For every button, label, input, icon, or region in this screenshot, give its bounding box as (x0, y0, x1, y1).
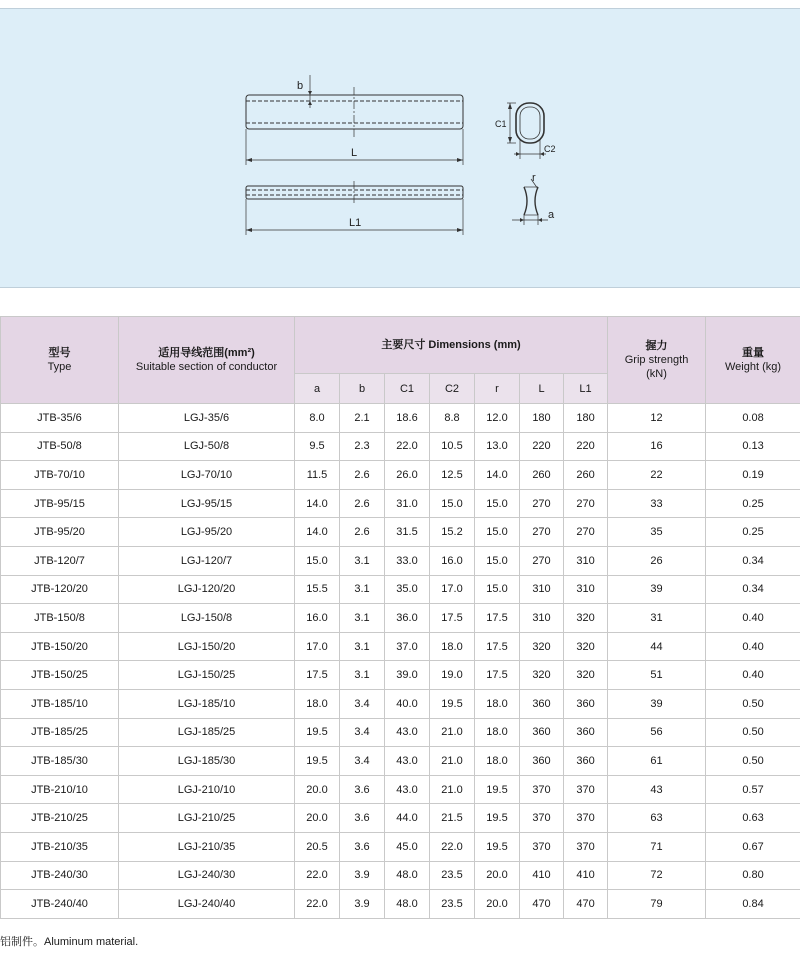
table-cell: 15.0 (475, 489, 520, 518)
subheader-l1: L1 (564, 374, 608, 404)
header-grip-en: Grip strength (624, 354, 689, 366)
table-cell: 22 (608, 461, 706, 490)
table-cell: 40.0 (385, 689, 430, 718)
table-cell: JTB-50/8 (1, 432, 119, 461)
table-cell: 12 (608, 404, 706, 433)
table-cell: 360 (520, 718, 564, 747)
table-row (1, 404, 800, 433)
table-cell: LGJ-50/8 (119, 432, 295, 461)
table-cell: 22.0 (385, 432, 430, 461)
table-cell: 19.0 (430, 661, 475, 690)
table-cell: 370 (520, 832, 564, 861)
table-cell: 0.19 (706, 461, 800, 490)
table-row (1, 689, 800, 718)
table-row (1, 461, 800, 490)
end-profile-left (524, 187, 527, 215)
table-cell: 20.5 (295, 832, 340, 861)
table-cell: 21.5 (430, 804, 475, 833)
table-cell: 3.1 (340, 661, 385, 690)
table-cell: 19.5 (295, 718, 340, 747)
table-cell: 18.0 (475, 689, 520, 718)
table-cell: LGJ-120/7 (119, 546, 295, 575)
table-cell: 0.13 (706, 432, 800, 461)
header-type (1, 317, 119, 404)
table-cell: 33 (608, 489, 706, 518)
table-cell: LGJ-150/8 (119, 604, 295, 633)
table-cell: 44.0 (385, 804, 430, 833)
table-cell: 370 (520, 775, 564, 804)
table-cell: LGJ-185/10 (119, 689, 295, 718)
table-cell: 360 (564, 689, 608, 718)
table-cell: 320 (564, 661, 608, 690)
table-cell: 20.0 (475, 861, 520, 890)
header-type-en: Type (47, 361, 72, 373)
table-row (1, 575, 800, 604)
table-cell: JTB-185/25 (1, 718, 119, 747)
subheader-b: b (340, 374, 385, 404)
table-cell: 0.50 (706, 718, 800, 747)
table-cell: 2.6 (340, 518, 385, 547)
table-cell: 2.1 (340, 404, 385, 433)
table-cell: 2.6 (340, 461, 385, 490)
table-cell: 19.5 (475, 832, 520, 861)
table-cell: 31 (608, 604, 706, 633)
table-cell: 23.5 (430, 890, 475, 919)
tube-side-view (246, 186, 463, 199)
table-cell: 0.40 (706, 604, 800, 633)
table-cell: 370 (564, 832, 608, 861)
table-cell: 21.0 (430, 747, 475, 776)
table-cell: 16.0 (430, 546, 475, 575)
table-cell: 370 (564, 804, 608, 833)
table-cell: 26 (608, 546, 706, 575)
table-cell: 35.0 (385, 575, 430, 604)
table-cell: LGJ-70/10 (119, 461, 295, 490)
subheader-c2: C2 (430, 374, 475, 404)
table-cell: 21.0 (430, 775, 475, 804)
table-cell: LGJ-185/25 (119, 718, 295, 747)
table-cell: 310 (564, 575, 608, 604)
table-cell: 260 (520, 461, 564, 490)
table-cell: 14.0 (295, 518, 340, 547)
table-cell: 360 (564, 718, 608, 747)
header-section-en: Suitable section of conductor (135, 361, 278, 373)
header-weight (706, 317, 800, 404)
table-cell: 0.63 (706, 804, 800, 833)
table-row (1, 518, 800, 547)
table-cell: 43.0 (385, 718, 430, 747)
table-cell: LGJ-95/20 (119, 518, 295, 547)
table-cell: 0.34 (706, 546, 800, 575)
table-cell: 320 (564, 604, 608, 633)
header-grip-zh: 握力 (645, 340, 668, 352)
header-type-zh: 型号 (48, 347, 71, 359)
table-cell: 39 (608, 689, 706, 718)
table-cell: 17.0 (430, 575, 475, 604)
table-cell: JTB-95/15 (1, 489, 119, 518)
table-cell: 33.0 (385, 546, 430, 575)
table-cell: 10.5 (430, 432, 475, 461)
table-cell: LGJ-240/40 (119, 890, 295, 919)
table-cell: 15.0 (475, 575, 520, 604)
table-cell: JTB-210/10 (1, 775, 119, 804)
table-cell: 72 (608, 861, 706, 890)
table-cell: 3.4 (340, 718, 385, 747)
table-cell: LGJ-210/10 (119, 775, 295, 804)
table-cell: 310 (564, 546, 608, 575)
table-cell: 17.5 (475, 632, 520, 661)
table-cell: 22.0 (430, 832, 475, 861)
table-cell: 0.25 (706, 518, 800, 547)
table-cell: 410 (564, 861, 608, 890)
table-cell: 43.0 (385, 747, 430, 776)
table-cell: 15.0 (430, 489, 475, 518)
table-cell: 18.0 (295, 689, 340, 718)
table-cell: JTB-240/40 (1, 890, 119, 919)
subheader-l: L (520, 374, 564, 404)
table-cell: 0.50 (706, 689, 800, 718)
table-cell: 63 (608, 804, 706, 833)
label-C2: C2 (544, 144, 556, 154)
header-grip-unit: (kN) (646, 368, 667, 380)
table-cell: LGJ-210/25 (119, 804, 295, 833)
table-row (1, 546, 800, 575)
table-cell: 3.1 (340, 546, 385, 575)
label-b: b (297, 80, 304, 92)
table-cell: LGJ-240/30 (119, 861, 295, 890)
table-cell: 31.5 (385, 518, 430, 547)
table-cell: LGJ-95/15 (119, 489, 295, 518)
table-cell: 56 (608, 718, 706, 747)
table-cell: LGJ-35/6 (119, 404, 295, 433)
table-cell: 3.9 (340, 890, 385, 919)
table-cell: JTB-150/25 (1, 661, 119, 690)
table-row (1, 718, 800, 747)
table-cell: 370 (520, 804, 564, 833)
label-L1: L1 (349, 217, 362, 229)
table-cell: JTB-240/30 (1, 861, 119, 890)
table-row (1, 661, 800, 690)
table-cell: 220 (564, 432, 608, 461)
table-cell: 3.9 (340, 861, 385, 890)
table-cell: 14.0 (295, 489, 340, 518)
table-cell: 260 (564, 461, 608, 490)
table-cell: 18.0 (475, 718, 520, 747)
table-cell: 310 (520, 575, 564, 604)
table-cell: 0.67 (706, 832, 800, 861)
table-cell: 14.0 (475, 461, 520, 490)
table-cell: 17.5 (475, 661, 520, 690)
table-cell: 2.3 (340, 432, 385, 461)
table-row (1, 804, 800, 833)
label-a: a (548, 209, 555, 221)
table-cell: 20.0 (295, 804, 340, 833)
table-cell: 16 (608, 432, 706, 461)
table-cell: JTB-70/10 (1, 461, 119, 490)
table-row (1, 632, 800, 661)
table-cell: 20.0 (475, 890, 520, 919)
header-weight-en: Weight (kg) (725, 361, 782, 373)
specification-table (0, 316, 800, 919)
table-cell: LGJ-150/20 (119, 632, 295, 661)
header-dimensions: 主要尺寸 Dimensions (mm) (295, 317, 608, 374)
table-cell: 13.0 (475, 432, 520, 461)
table-cell: 3.4 (340, 747, 385, 776)
table-cell: 23.5 (430, 861, 475, 890)
table-cell: 180 (564, 404, 608, 433)
table-cell: 8.8 (430, 404, 475, 433)
table-cell: 180 (520, 404, 564, 433)
table-cell: 31.0 (385, 489, 430, 518)
table-cell: 8.0 (295, 404, 340, 433)
table-cell: 0.80 (706, 861, 800, 890)
table-cell: JTB-35/6 (1, 404, 119, 433)
table-cell: 17.5 (295, 661, 340, 690)
table-row (1, 861, 800, 890)
cross-section-inner (520, 107, 540, 139)
diagram-panel (0, 8, 800, 288)
table-cell: 320 (564, 632, 608, 661)
table-cell: 20.0 (295, 775, 340, 804)
table-cell: JTB-210/35 (1, 832, 119, 861)
table-cell: 360 (520, 747, 564, 776)
subheader-c1: C1 (385, 374, 430, 404)
table-cell: 15.0 (475, 518, 520, 547)
table-cell: 18.6 (385, 404, 430, 433)
table-cell: 15.0 (475, 546, 520, 575)
table-cell: 19.5 (295, 747, 340, 776)
table-cell: 43 (608, 775, 706, 804)
table-cell: JTB-120/7 (1, 546, 119, 575)
table-cell: 44 (608, 632, 706, 661)
table-cell: 51 (608, 661, 706, 690)
table-cell: 15.0 (295, 546, 340, 575)
table-cell: 22.0 (295, 861, 340, 890)
table-cell: 0.40 (706, 661, 800, 690)
table-cell: 79 (608, 890, 706, 919)
table-cell: JTB-150/20 (1, 632, 119, 661)
table-cell: 360 (564, 747, 608, 776)
table-cell: 360 (520, 689, 564, 718)
table-cell: 270 (520, 518, 564, 547)
label-r: r (532, 172, 536, 184)
end-profile-right (535, 187, 538, 215)
table-cell: LGJ-150/25 (119, 661, 295, 690)
table-cell: 270 (520, 489, 564, 518)
tube-front-view (246, 95, 463, 129)
table-cell: 2.6 (340, 489, 385, 518)
table-cell: 3.6 (340, 804, 385, 833)
table-cell: 43.0 (385, 775, 430, 804)
table-cell: 11.5 (295, 461, 340, 490)
table-cell: 410 (520, 861, 564, 890)
subheader-r: r (475, 374, 520, 404)
table-cell: 17.0 (295, 632, 340, 661)
table-cell: 18.0 (430, 632, 475, 661)
table-cell: 3.1 (340, 632, 385, 661)
table-cell: JTB-185/30 (1, 747, 119, 776)
table-cell: 12.0 (475, 404, 520, 433)
table-cell: 16.0 (295, 604, 340, 633)
table-cell: 0.08 (706, 404, 800, 433)
table-row (1, 890, 800, 919)
table-cell: 48.0 (385, 861, 430, 890)
header-section (119, 317, 295, 404)
table-cell: 0.84 (706, 890, 800, 919)
table-cell: JTB-210/25 (1, 804, 119, 833)
table-cell: 470 (564, 890, 608, 919)
table-cell: 9.5 (295, 432, 340, 461)
table-cell: 0.40 (706, 632, 800, 661)
table-cell: 15.2 (430, 518, 475, 547)
table-cell: 22.0 (295, 890, 340, 919)
table-row (1, 604, 800, 633)
table-cell: 17.5 (475, 604, 520, 633)
footnote: 铝制件。Aluminum material. (0, 936, 139, 948)
table-row (1, 775, 800, 804)
table-cell: 18.0 (475, 747, 520, 776)
table-cell: 48.0 (385, 890, 430, 919)
header-weight-zh: 重量 (742, 347, 765, 359)
table-cell: JTB-185/10 (1, 689, 119, 718)
table-cell: 3.4 (340, 689, 385, 718)
table-cell: 0.34 (706, 575, 800, 604)
table-cell: 310 (520, 604, 564, 633)
header-grip (608, 317, 706, 404)
table-row (1, 489, 800, 518)
table-cell: JTB-120/20 (1, 575, 119, 604)
table-cell: 320 (520, 632, 564, 661)
label-C1: C1 (495, 119, 507, 129)
header-section-zh: 适用导线范围(mm²) (158, 347, 255, 359)
table-row (1, 747, 800, 776)
table-cell: 19.5 (475, 804, 520, 833)
table-cell: 0.25 (706, 489, 800, 518)
table-cell: 39.0 (385, 661, 430, 690)
table-cell: 270 (564, 489, 608, 518)
table-cell: 0.50 (706, 747, 800, 776)
table-cell: 19.5 (430, 689, 475, 718)
table-row (1, 432, 800, 461)
table-cell: JTB-95/20 (1, 518, 119, 547)
subheader-a: a (295, 374, 340, 404)
table-cell: 0.57 (706, 775, 800, 804)
table-cell: 21.0 (430, 718, 475, 747)
table-cell: 3.1 (340, 604, 385, 633)
table-cell: 270 (520, 546, 564, 575)
table-cell: 320 (520, 661, 564, 690)
table-cell: 71 (608, 832, 706, 861)
table-cell: 19.5 (475, 775, 520, 804)
table-cell: 35 (608, 518, 706, 547)
table-cell: 370 (564, 775, 608, 804)
table-cell: LGJ-210/35 (119, 832, 295, 861)
table-cell: 39 (608, 575, 706, 604)
table-cell: 3.6 (340, 832, 385, 861)
table-cell: 3.1 (340, 575, 385, 604)
table-cell: 36.0 (385, 604, 430, 633)
table-cell: JTB-150/8 (1, 604, 119, 633)
table-cell: 37.0 (385, 632, 430, 661)
table-cell: 61 (608, 747, 706, 776)
table-cell: 15.5 (295, 575, 340, 604)
label-L: L (351, 147, 358, 159)
table-cell: 12.5 (430, 461, 475, 490)
technical-drawing (0, 9, 800, 287)
table-cell: 270 (564, 518, 608, 547)
table-cell: 220 (520, 432, 564, 461)
table-cell: 3.6 (340, 775, 385, 804)
table-cell: 17.5 (430, 604, 475, 633)
table-cell: LGJ-185/30 (119, 747, 295, 776)
table-cell: 45.0 (385, 832, 430, 861)
table-cell: LGJ-120/20 (119, 575, 295, 604)
table-cell: 26.0 (385, 461, 430, 490)
table-cell: 470 (520, 890, 564, 919)
table-row (1, 832, 800, 861)
